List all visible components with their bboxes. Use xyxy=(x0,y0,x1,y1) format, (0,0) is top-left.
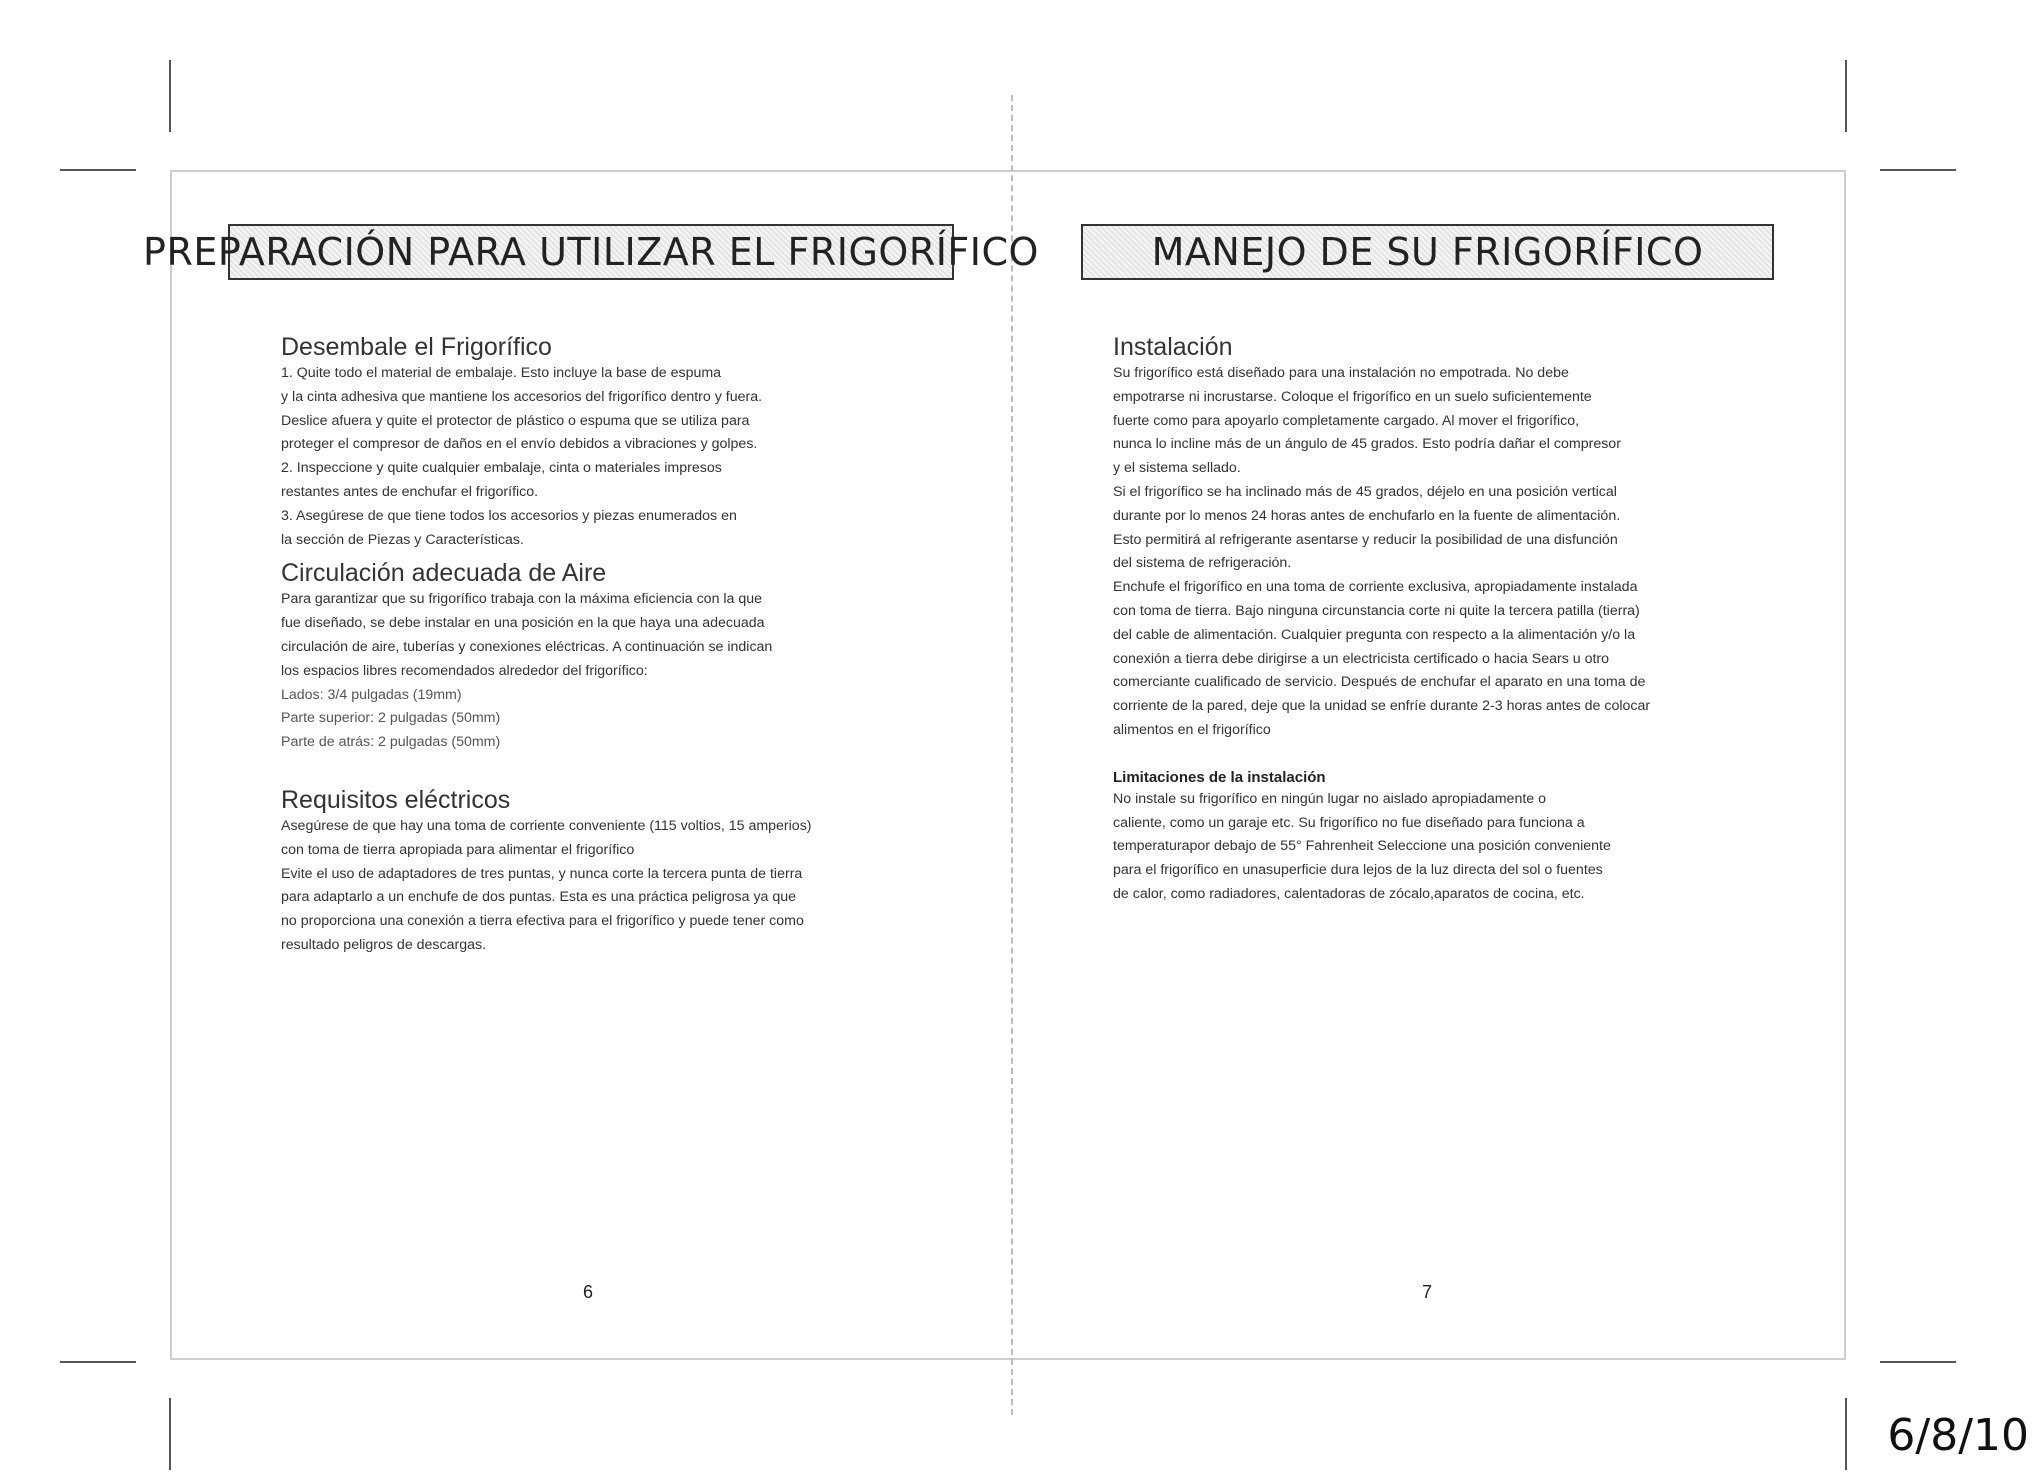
text-line: Deslice afuera y quite el protector de plástico o espuma que se utiliza para xyxy=(281,412,750,429)
text-line: con toma de tierra apropiada para alimentar el frigorífico xyxy=(281,841,635,858)
section-heading: Desembale el Frigorífico xyxy=(281,333,552,361)
text-line: Enchufe el frigorífico en una toma de corriente exclusiva, apropiadamente instalada xyxy=(1113,579,1638,596)
section-limitaciones xyxy=(1113,768,1793,907)
crop-mark-top-right xyxy=(1845,60,1847,132)
section-heading: Circulación adecuada de Aire xyxy=(281,559,607,588)
text-line: con toma de tierra. Bajo ninguna circunstancia corte ni quite la tercera patilla (tierra) xyxy=(1113,602,1640,619)
text-line: los espacios libres recomendados alrededor del frigorífico: xyxy=(281,662,648,679)
section-circulacion xyxy=(281,558,931,755)
text-line: restantes antes de enchufar el frigorífico. xyxy=(281,483,539,500)
text-line: Parte superior: 2 pulgadas (50mm) xyxy=(281,710,501,727)
text-line: Parte de atrás: 2 pulgadas (50mm) xyxy=(281,734,501,751)
crop-mark-top-left xyxy=(169,60,171,132)
text-line: No instale su frigorífico en ningún lugar no aislado apropiadamente o xyxy=(1113,790,1546,807)
section-heading: Requisitos eléctricos xyxy=(281,785,511,814)
text-line: Asegúrese de que hay una toma de corriente conveniente (115 voltios, 15 amperios) xyxy=(281,817,812,834)
crop-mark-left-top xyxy=(60,169,136,171)
crop-mark-right-top xyxy=(1880,169,1956,171)
text-line: fuerte como para apoyarlo completamente cargado. Al mover el frigorífico, xyxy=(1113,412,1580,429)
section-desembale xyxy=(281,332,931,552)
right-page-title: MANEJO DE SU FRIGORÍFICO xyxy=(1151,230,1704,274)
text-line: la sección de Piezas y Características. xyxy=(281,531,524,548)
text-line: no proporciona una conexión a tierra efectiva para el frigorífico y puede tener como xyxy=(281,913,804,930)
text-line: del sistema de refrigeración. xyxy=(1113,555,1292,572)
print-date: 6/8/10 xyxy=(1887,1410,2029,1461)
text-line: conexión a tierra debe dirigirse a un electricista certificado o hacia Sears u otro xyxy=(1113,650,1610,667)
text-line: fue diseñado, se debe instalar en una posición en la que haya una adecuada xyxy=(281,615,765,632)
text-line: corriente de la pared, deje que la unidad se enfríe durante 2-3 horas antes de colocar xyxy=(1113,698,1651,715)
text-line: Lados: 3/4 pulgadas (19mm) xyxy=(281,686,462,703)
text-line: caliente, como un garaje etc. Su frigorífico no fue diseñado para funciona a xyxy=(1113,814,1585,831)
text-line: proteger el compresor de daños en el envío debidos a vibraciones y golpes. xyxy=(281,436,758,453)
crop-mark-bottom-right xyxy=(1845,1398,1847,1470)
text-line: Evite el uso de adaptadores de tres puntas, y nunca corte la tercera punta de tierra xyxy=(281,865,803,882)
text-line: del cable de alimentación. Cualquier pregunta con respecto a la alimentación y/o la xyxy=(1113,626,1636,643)
crop-mark-left-bottom xyxy=(60,1361,136,1363)
section-instalacion xyxy=(1113,332,1793,743)
text-line: alimentos en el frigorífico xyxy=(1113,721,1271,738)
text-line: para el frigorífico en unasuperficie dura lejos de la luz directa del sol o fuentes xyxy=(1113,862,1603,879)
left-page-banner xyxy=(143,224,1039,280)
text-line: temperaturapor debajo de 55° Fahrenheit Seleccione una posición conveniente xyxy=(1113,838,1611,855)
text-line: y la cinta adhesiva que mantiene los accesorios del frigorífico dentro y fuera. xyxy=(281,388,763,405)
right-page-banner xyxy=(1081,224,1774,280)
text-line: Su frigorífico está diseñado para una instalación no empotrada. No debe xyxy=(1113,365,1569,381)
text-line: durante por lo menos 24 horas antes de enchufarlo en la fuente de alimentación. xyxy=(1113,507,1621,524)
left-page-number: 6 xyxy=(583,1282,594,1302)
fold-line xyxy=(1011,95,1013,1415)
section-requisitos xyxy=(281,785,931,958)
right-page-content xyxy=(1113,332,1793,907)
left-page-title: PREPARACIÓN PARA UTILIZAR EL FRIGORÍFICO xyxy=(143,230,1039,274)
text-line: Si el frigorífico se ha inclinado más de 45 grados, déjelo en una posición vertical xyxy=(1113,483,1617,500)
text-line: y el sistema sellado. xyxy=(1113,460,1241,477)
text-line: Esto permitirá al refrigerante asentarse y reducir la posibilidad de una disfunción xyxy=(1113,531,1618,548)
text-line: resultado peligros de descargas. xyxy=(281,936,487,953)
right-page-number: 7 xyxy=(1422,1282,1433,1302)
crop-mark-bottom-left xyxy=(169,1398,171,1470)
section-heading: Instalación xyxy=(1113,333,1233,361)
text-line: circulación de aire, tuberías y conexiones eléctricas. A continuación se indican xyxy=(281,638,773,655)
text-line: comerciante cualificado de servicio. Después de enchufar el aparato en una toma de xyxy=(1113,674,1646,691)
text-line: Para garantizar que su frigorífico trabaja con la máxima eficiencia con la que xyxy=(281,591,763,608)
text-line: 1. Quite todo el material de embalaje. Esto incluye la base de espuma xyxy=(281,365,722,381)
crop-mark-right-bottom xyxy=(1880,1361,1956,1363)
left-page-content xyxy=(281,332,931,958)
text-line: de calor, como radiadores, calentadoras de zócalo,aparatos de cocina, etc. xyxy=(1113,885,1585,902)
text-line: empotrarse ni incrustarse. Coloque el frigorífico en un suelo suficientemente xyxy=(1113,388,1592,405)
text-line: nunca lo incline más de un ángulo de 45 grados. Esto podría dañar el compresor xyxy=(1113,436,1621,453)
text-line: 3. Asegúrese de que tiene todos los accesorios y piezas enumerados en xyxy=(281,507,737,524)
text-line: para adaptarlo a un enchufe de dos puntas. Esta es una práctica peligrosa ya que xyxy=(281,889,797,906)
section-heading: Limitaciones de la instalación xyxy=(1113,768,1326,786)
text-line: 2. Inspeccione y quite cualquier embalaje, cinta o materiales impresos xyxy=(281,460,722,477)
